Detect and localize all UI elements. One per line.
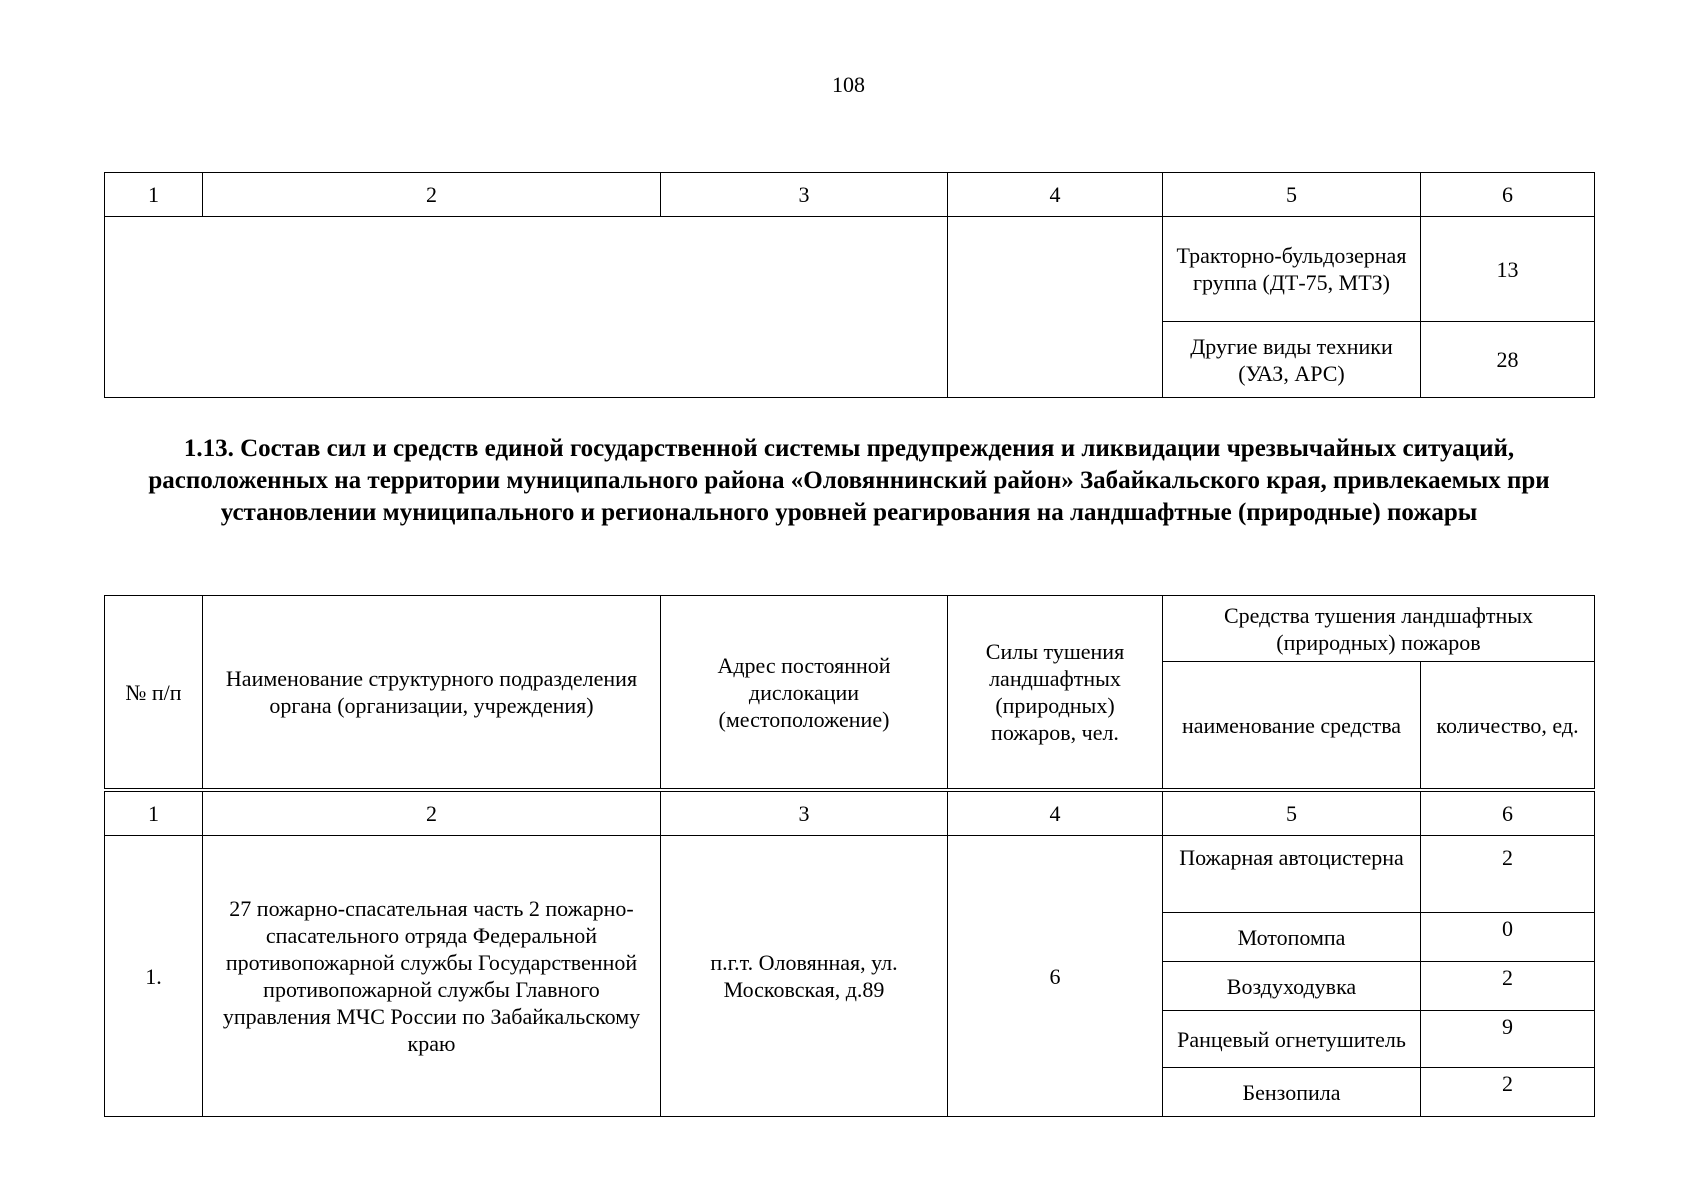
column-number: 3 xyxy=(661,173,948,217)
equipment-qty: 0 xyxy=(1421,913,1595,962)
equipment-name: Тракторно-бульдозерная группа (ДТ-75, МТЗ) xyxy=(1163,217,1421,322)
column-number: 4 xyxy=(948,173,1163,217)
equipment-qty: 9 xyxy=(1421,1011,1595,1068)
header-means-name: наименование средства xyxy=(1163,662,1421,789)
equipment-qty: 2 xyxy=(1421,836,1595,913)
page-number: 108 xyxy=(832,72,865,97)
row-forces: 6 xyxy=(948,836,1163,1117)
empty-cell xyxy=(948,217,1163,398)
equipment-name: Мотопомпа xyxy=(1163,913,1421,962)
header-forces: Силы тушения ландшафтных (природных) пожаров, чел. xyxy=(948,596,1163,789)
equipment-name: Воздуходувка xyxy=(1163,962,1421,1011)
equipment-name: Пожарная автоцистерна xyxy=(1163,836,1421,913)
equipment-qty: 28 xyxy=(1421,322,1595,398)
column-number-row xyxy=(105,792,1595,836)
equipment-qty: 2 xyxy=(1421,1068,1595,1117)
column-number: 2 xyxy=(203,792,661,836)
column-number: 5 xyxy=(1163,792,1421,836)
row-num: 1. xyxy=(105,836,203,1117)
header-num: № п/п xyxy=(105,596,203,789)
column-number-row xyxy=(105,173,1595,217)
column-number: 6 xyxy=(1421,792,1595,836)
equipment-name: Бензопила xyxy=(1163,1068,1421,1117)
column-number: 2 xyxy=(203,173,661,217)
continued-table xyxy=(104,172,1595,398)
equipment-name: Ранцевый огнетушитель xyxy=(1163,1011,1421,1068)
column-number: 1 xyxy=(105,792,203,836)
header-row xyxy=(105,596,1595,662)
main-table-header xyxy=(104,595,1595,789)
column-number: 6 xyxy=(1421,173,1595,217)
column-number: 1 xyxy=(105,173,203,217)
column-number: 5 xyxy=(1163,173,1421,217)
column-number: 4 xyxy=(948,792,1163,836)
header-means: Средства тушения ландшафтных (природных) пожаров xyxy=(1163,596,1595,662)
row-unit: 27 пожарно-спасательная часть 2 пожарно-спасательного отряда Федеральной противопожарной службы Государственной противопожарной службы Главного управления МЧС России по Забайкальскому краю xyxy=(203,836,661,1117)
header-unit: Наименование структурного подразделения органа (организации, учреждения) xyxy=(203,596,661,789)
equipment-name: Другие виды техники (УАЗ, АРС) xyxy=(1163,322,1421,398)
header-address: Адрес постоянной дислокации (местоположение) xyxy=(661,596,948,789)
column-number: 3 xyxy=(661,792,948,836)
section-title: 1.13. Состав сил и средств единой государственной системы предупреждения и ликвидации чрезвычайных ситуаций, расположенных на территории муниципального района «Оловяннинский район» Забайкальского края, привлекаемых при установлении муниципального и регионального уровней реагирования на ландшафтные (природные) пожары xyxy=(148,435,1550,526)
table-row xyxy=(105,217,1595,322)
table-row xyxy=(105,836,1595,913)
equipment-qty: 13 xyxy=(1421,217,1595,322)
equipment-qty: 2 xyxy=(1421,962,1595,1011)
main-table-body xyxy=(104,791,1595,1117)
empty-cell xyxy=(105,217,948,398)
header-means-qty: количество, ед. xyxy=(1421,662,1595,789)
row-address: п.г.т. Оловянная, ул. Московская, д.89 xyxy=(661,836,948,1117)
